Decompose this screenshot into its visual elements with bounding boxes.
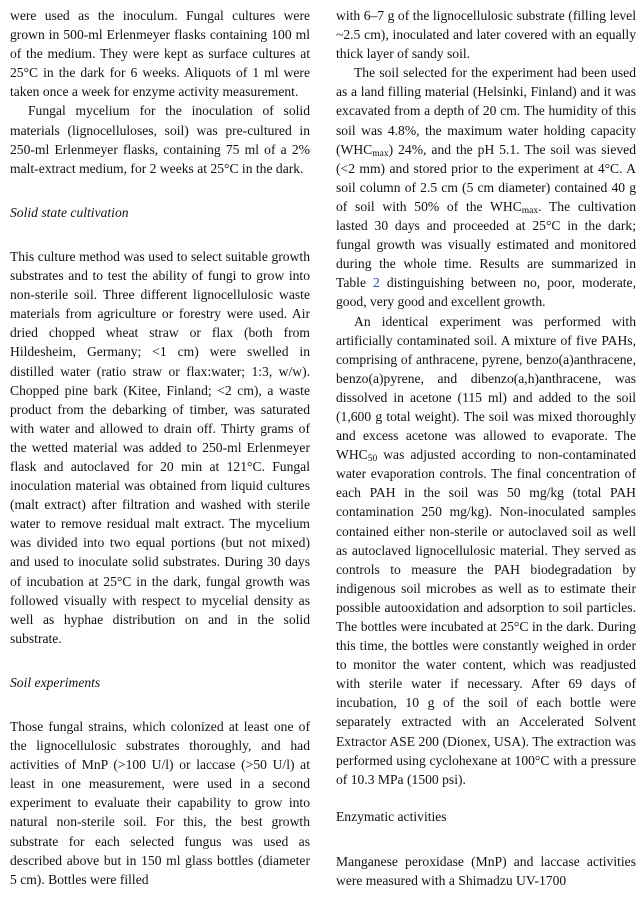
section-heading-soil-experiments: Soil experiments bbox=[10, 674, 101, 690]
table-reference-link[interactable]: 2 bbox=[373, 275, 380, 291]
text-run: The soil selected for the experiment had been used as a land filling material (Helsinki, Finland) and it was excavated from a depth of 20 cm. The humidity of this soil was 4.8%, the maximum water holding capacity (WHC bbox=[336, 65, 636, 157]
paragraph-manganese-peroxidase: Manganese peroxidase (MnP) and laccase activities were measured with a Shimadzu UV-1700 bbox=[336, 853, 636, 889]
paragraph-fungal-mycelium: Fungal mycelium for the inoculation of solid materials (lignocelluloses, soil) was pre-cultured in 250-ml Erlenmeyer flasks, containing 75 ml of a 2% malt-extract medium, for 2 weeks at 25°C in the dark. bbox=[10, 103, 310, 176]
paragraph-substrate-filling: with 6–7 g of the lignocellulosic substrate (filling level ~2.5 cm), inoculated and later covered with an equally thick layer of sandy soil. bbox=[336, 8, 636, 62]
subscript-50: 50 bbox=[367, 454, 378, 465]
text-run: was adjusted according to non-contaminated water evaporation controls. The final concentration of each PAH in the soil was 50 mg/kg (total PAH contamination 250 mg/kg). Non-inoculated samples contained either non-sterile or autoclaved soil as well as autoclaved lignocellulosic material. They served as controls to measure the PAH biodegradation by indigenous soil microbes as well as to estimate their possible autooxidation and adsorption to soil particles. The bottles were incubated at 25°C in the dark. During this time, the bottles were constantly weighed in order to monitor the water content, which was readjusted with sterile water if necessary. After 69 days of incubation, 10 g of the soil of each bottle were separately extracted with an Accelerated Solvent Extractor ASE 200 (Dionex, USA). The extraction was performed using cyclohexane at 100°C with a pressure of 10.3 MPa (1500 psi). bbox=[336, 447, 636, 787]
text-run: distinguishing between no, poor, moderate, good, very good and excellent growth. bbox=[336, 275, 636, 310]
subscript-max: max bbox=[521, 205, 539, 216]
paragraph-soil-selected bbox=[336, 63, 636, 311]
paragraph-fungal-strains: Those fungal strains, which colonized at least one of the lignocellulosic substrates thoroughly, and had activities of MnP (>100 U/l) or laccase (>50 U/l) at least in one measurement, were used in a second experiment to evaluate their capability to grow into natural non-sterile soil. For this, the best growth substrate for each selected fungus was used as described above but in 150 ml glass bottles (diameter 5 cm). Bottles were filled bbox=[10, 719, 310, 887]
subscript-max: max bbox=[372, 148, 389, 159]
text-run: ) 24%, and the pH 5.1. The soil was sieved (<2 mm) and stored prior to the experiment at 4°C. A soil column of 2.5 cm (5 cm diameter) contained 40 g of soil with 50% of the WHC bbox=[336, 141, 636, 214]
paragraph-culture-method: This culture method was used to select suitable growth substrates and to test the ability of fungi to grow into non-sterile soil. Three different lignocellulosic waste materials from agriculture or forestry were used. Air dried chopped wheat straw or flax (both from Hildesheim, Germany; <1 cm) were swelled in distilled water (ratio straw or flax:water; 1:3, w/w). Chopped pine bark (Kitee, Finland; <2 cm), a waste product from the debarking of timber, was saturated with water and allowed to drain off. Thirty grams of the wetted material was added to 250-ml Erlenmeyer flask and autoclaved for 20 min at 121°C. Fungal inoculation material was obtained from liquid cultures (malt extract) after filtration and washed with sterile water to remove residual malt extract. The mycelium was divided into two equal portions (but not mixed) and used to inoculate solid substrates. During 30 days of incubation at 25°C in the dark, fungal growth was followed visually with respect to mycelial density as well as hyphae distribution on and in the solid substrate. bbox=[10, 248, 310, 646]
right-column bbox=[336, 6, 636, 890]
section-heading-solid-state-cultivation: Solid state cultivation bbox=[10, 204, 129, 220]
paragraph-inoculum: were used as the inoculum. Fungal cultures were grown in 500-ml Erlenmeyer flasks containing 100 ml of the medium. They were kept as surface cultures at 25°C in the dark for 6 weeks. Aliquots of 1 ml were taken once a week for enzyme activity measurement. bbox=[10, 8, 310, 100]
text-run: An identical experiment was performed with artificially contaminated soil. A mixture of five PAHs, comprising of anthracene, pyrene, benzo(a)anthracene, benzo(a)pyrene, and dibenzo(a,h)anthracene, was dissolved in acetone (115 ml) and added to the soil (1,600 g total weight). The soil was mixed thoroughly and excess acetone was allowed to evaporate. The WHC bbox=[336, 313, 636, 463]
text-run: . The cultivation lasted 30 days and proceeded at 25°C in the dark; fungal growth was visually estimated and monitored during the whole time. Results are summarized in Table bbox=[336, 198, 636, 291]
left-column bbox=[10, 6, 310, 889]
paragraph-contaminated-soil bbox=[336, 312, 636, 789]
section-heading-enzymatic-activities: Enzymatic activities bbox=[336, 808, 447, 824]
